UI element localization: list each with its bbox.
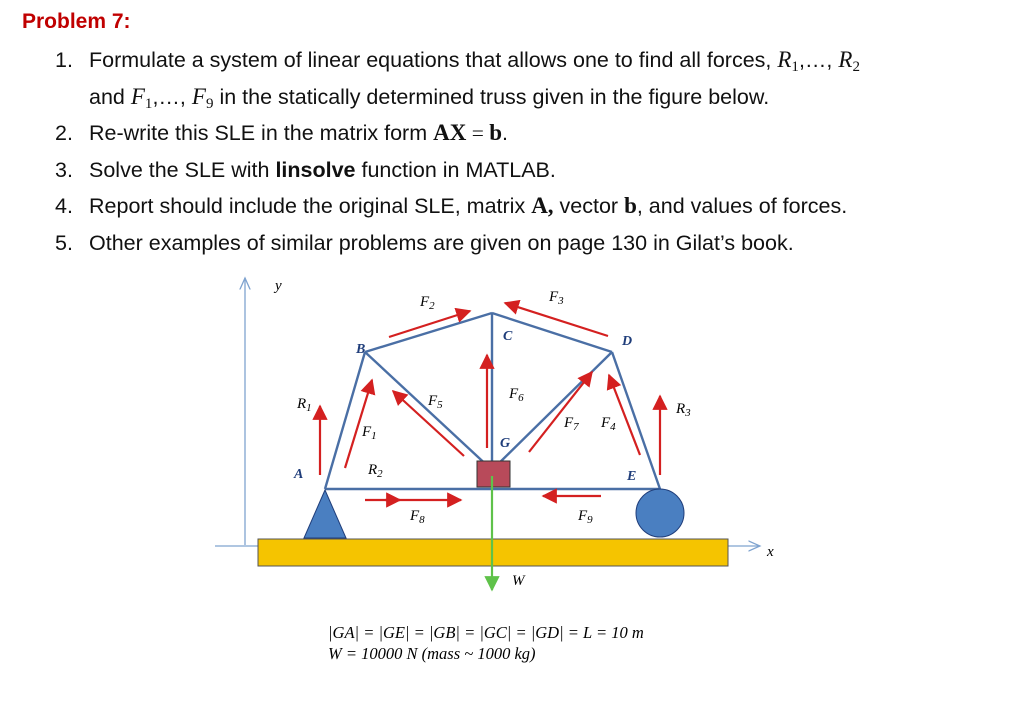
item-number: 5. bbox=[55, 230, 73, 255]
x-axis-label: x bbox=[767, 544, 774, 560]
label-r1: $R_1$ bbox=[297, 396, 312, 414]
label-f7: $F_7$ bbox=[564, 415, 579, 433]
label-f1: $F_1$ bbox=[362, 424, 377, 442]
caption-line-2: W = 10000 N (mass ~ 1000 kg) bbox=[328, 644, 536, 663]
label-r2: $R_2$ bbox=[368, 462, 383, 480]
task-item-2: 2. Re-write this SLE in the matrix form AX = b. bbox=[55, 115, 1015, 152]
y-axis-label: y bbox=[275, 278, 282, 294]
node-label-c: C bbox=[503, 329, 513, 344]
caption-line-1: |GA| = |GE| = |GB| = |GC| = |GD| = L = 10 m bbox=[328, 623, 644, 642]
item-number: 4. bbox=[55, 194, 73, 218]
node-label-g: G bbox=[500, 436, 511, 451]
item-number: 1. bbox=[55, 48, 73, 72]
label-f8: $F_8$ bbox=[410, 508, 425, 526]
node-label-e: E bbox=[627, 469, 637, 484]
task-item-4: 4. Report should include the original SLE, matrix A, vector b, and values of forces. bbox=[55, 188, 1015, 225]
node-label-b: B bbox=[356, 342, 366, 357]
problem-title: Problem 7: bbox=[22, 10, 131, 33]
pin-support bbox=[304, 490, 346, 538]
node-label-d: D bbox=[622, 334, 633, 349]
label-f6: $F_6$ bbox=[509, 386, 524, 404]
label-f4: $F_4$ bbox=[601, 415, 616, 433]
label-f9: $F_9$ bbox=[578, 508, 593, 526]
item-number: 2. bbox=[55, 121, 73, 145]
node-label-a: A bbox=[294, 467, 304, 482]
task-item-5: 5. Other examples of similar problems are given on page 130 in Gilat’s book. bbox=[55, 225, 1015, 262]
roller-support bbox=[636, 489, 684, 537]
label-f3: $F_3$ bbox=[549, 289, 564, 307]
load-block bbox=[477, 461, 510, 487]
force-arrow-f7 bbox=[529, 372, 592, 452]
task-item-3: 3. Solve the SLE with linsolve function in MATLAB. bbox=[55, 152, 1015, 189]
label-f2: $F_2$ bbox=[420, 294, 435, 312]
item-number: 3. bbox=[55, 157, 73, 182]
weight-label: W bbox=[512, 573, 525, 589]
force-arrow-f3 bbox=[505, 303, 608, 336]
label-r3: $R_3$ bbox=[676, 401, 691, 419]
label-f5: $F_5$ bbox=[428, 393, 443, 411]
task-item-1: 1. Formulate a system of linear equations that allows one to find all forces, $R_1,\dots$, $R_2$ and $F_1,\dots$, $F_9$ in the statically determined truss given in the figure below. bbox=[55, 42, 1015, 115]
